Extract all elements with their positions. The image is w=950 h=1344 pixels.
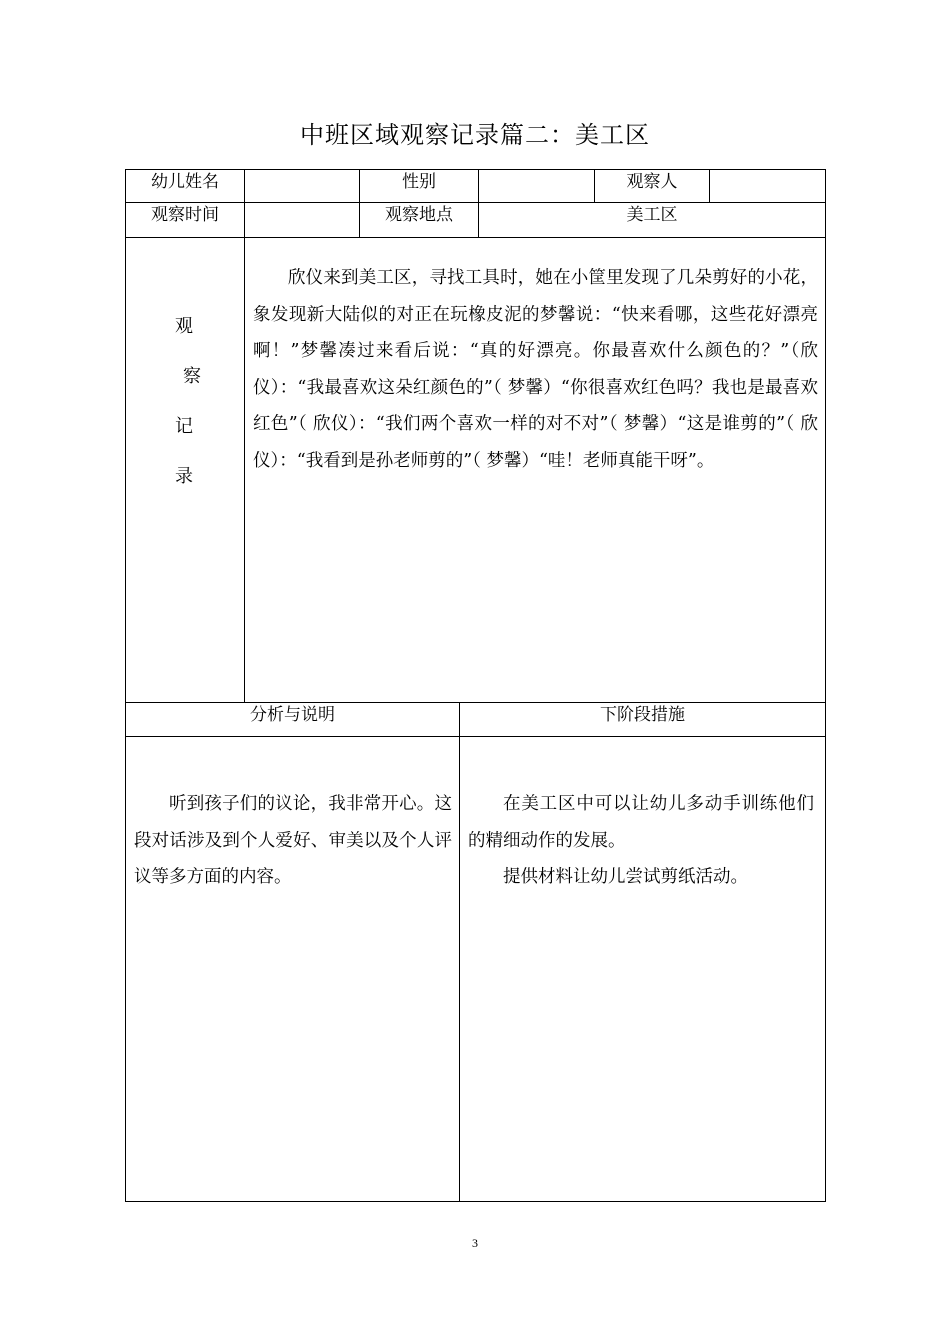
measures-label: 下阶段措施 [600, 705, 685, 725]
measures-paragraph: 在美工区中可以让幼儿多动手训练他们的精细动作的发展。 [468, 794, 814, 851]
page-title: 中班区域观察记录篇二：美工区 [300, 121, 650, 149]
measures-content [468, 786, 814, 896]
observer-label: 观察人 [626, 172, 678, 192]
analysis-text: 听到孩子们的议论，我非常开心。这段对话涉及到个人爱好、审美以及个人评议等多方面的内容。 [134, 794, 452, 887]
analysis-content [134, 786, 452, 896]
place-value: 美工区 [626, 205, 678, 225]
measures-paragraph: 提供材料让幼儿尝试剪纸活动。 [503, 867, 748, 887]
gender-label: 性别 [402, 172, 436, 192]
page-number: 3 [472, 1236, 478, 1250]
child-name-label: 幼儿姓名 [151, 172, 219, 192]
record-label-char: 录 [175, 466, 193, 487]
record-label-char: 观 [175, 316, 193, 337]
record-label-char: 记 [175, 416, 193, 437]
observation-record-text: 欣仪来到美工区，寻找工具时，她在小筐里发现了几朵剪好的小花，象发现新大陆似的对正在玩橡皮泥的梦馨说：“快来看哪，这些花好漂亮啊！”梦馨凑过来看后说：“真的好漂亮。你最喜欢什么颜色的？”（欣仪）：“我最喜欢这朵红颜色的”（ 梦馨）“你很喜欢红色吗？我也是最喜欢红色”（ 欣仪）：“我们两个喜欢一样的对不对”（ 梦馨）“这是谁剪的”（ 欣仪）：“我看到是孙老师剪的”（ 梦馨）“哇！老师真能干呀”。 [253, 268, 818, 471]
observation-record [253, 260, 818, 479]
analysis-label: 分析与说明 [250, 705, 335, 725]
place-label: 观察地点 [385, 205, 453, 225]
time-label: 观察时间 [151, 205, 219, 225]
record-label-char: 察 [183, 366, 201, 387]
